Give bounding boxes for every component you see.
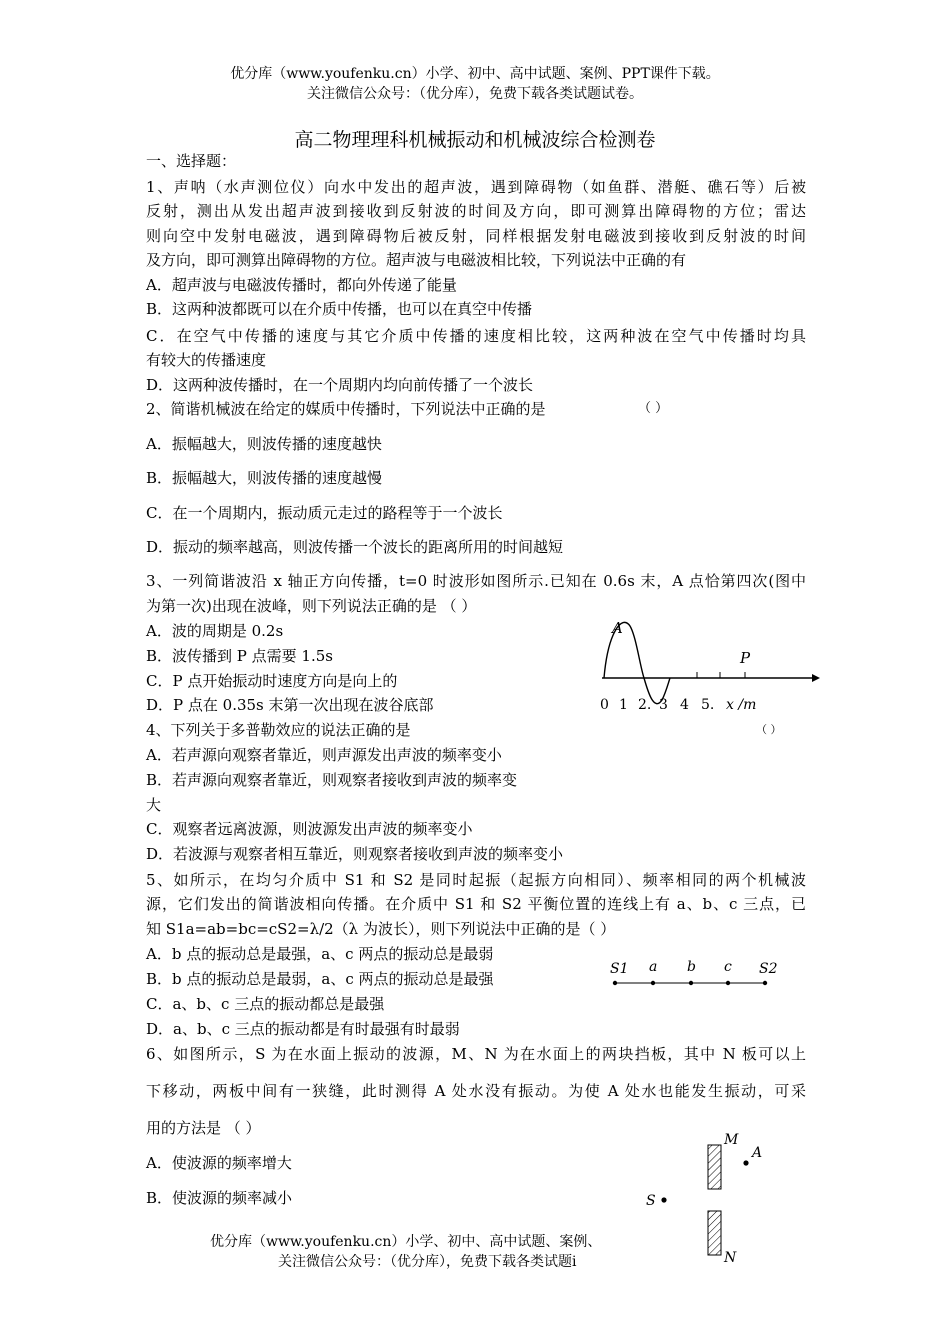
q4-option-b-line-2: 大 xyxy=(146,796,162,814)
barrier-n xyxy=(708,1211,721,1255)
q4-answer-paren: （ ） xyxy=(756,723,782,736)
q6-option-b: B．使波源的频率减小 xyxy=(146,1189,293,1207)
tick-label-0: 0 xyxy=(600,697,609,713)
q5-option-b: B．b 点的振动总是最弱，a、c 两点的振动总是最强 xyxy=(146,970,494,988)
barrier-m xyxy=(708,1145,721,1189)
q4-option-b-line-1: B．若声源向观察者靠近，则观察者接收到声波的频率变 xyxy=(146,771,518,789)
tick-label-3: 3 xyxy=(659,697,668,713)
q4-option-d: D．若波源与观察者相互靠近，则观察者接收到声波的频率变小 xyxy=(146,845,564,863)
label-a: A xyxy=(752,1145,763,1161)
q2-stem: 2、简谐机械波在给定的媒质中传播时，下列说法中正确的是 xyxy=(146,400,546,418)
q6-stem-line-1: 6、如图所示，S 为在水面上振动的波源，M、N 为在水面上的两块挡板，其中 N 板可以上 xyxy=(146,1045,806,1063)
x-axis-label: x /m xyxy=(726,697,757,713)
q2-option-a: A．振幅越大，则波传播的速度越快 xyxy=(146,435,382,453)
q1-stem-line-4: 及方向，即可测算出障碍物的方位。超声波与电磁波相比较，下列说法中正确的有 xyxy=(146,251,687,269)
q6-barrier-figure xyxy=(640,1125,780,1275)
q5-stem-line-3: 知 S1a=ab=bc=cS2=λ/2（λ 为波长），则下列说法中正确的是（ ） xyxy=(146,920,616,938)
q2-option-b: B．振幅越大，则波传播的速度越慢 xyxy=(146,469,383,487)
tick-label-4: 4 xyxy=(680,697,689,713)
q2-answer-paren: （ ） xyxy=(638,401,669,416)
point-b xyxy=(689,981,693,985)
point-a xyxy=(651,981,655,985)
point-a-dot xyxy=(743,1160,748,1165)
label-a: a xyxy=(649,959,658,975)
point-s1 xyxy=(613,981,617,985)
footer-line-2: 关注微信公众号：（优分库），免费下载各类试题i xyxy=(278,1254,577,1270)
point-c xyxy=(726,981,730,985)
point-s2 xyxy=(763,981,767,985)
q3-wave-figure xyxy=(590,612,830,722)
source-s-dot xyxy=(661,1197,666,1202)
q5-stem-line-1: 5、如所示，在均匀介质中 S1 和 S2 是同时起振（起振方向相同）、频率相同的两个机械波 xyxy=(146,871,806,889)
q2-option-d: D．振动的频率越高，则波传播一个波长的距离所用的时间越短 xyxy=(146,538,564,556)
label-c: c xyxy=(724,959,732,975)
q1-option-a: A．超声波与电磁波传播时，都向外传递了能量 xyxy=(146,276,457,294)
q3-stem-line-1: 3、一列简谐波沿 x 轴正方向传播，t=0 时波形如图所示.已知在 0.6s 末，A 点恰第四次(图中 xyxy=(146,572,806,590)
label-s: S xyxy=(646,1193,656,1209)
label-m: M xyxy=(724,1132,739,1148)
label-s2: S2 xyxy=(759,961,778,977)
header-line-1: 优分库（www.youfenku.cn）小学、初中、高中试题、案例、PPT课件下载。 xyxy=(230,66,720,82)
tick-label-5: 5. xyxy=(701,697,715,713)
x-axis-arrow xyxy=(812,674,820,682)
q1-option-c-line-1: C．在空气中传播的速度与其它介质中传播的速度相比较，这两种波在空气中传播时均具 xyxy=(146,327,806,345)
q1-stem-line-1: 1、声呐（水声测位仪）向水中发出的超声波，遇到障碍物（如鱼群、潜艇、礁石等）后被 xyxy=(146,178,806,196)
q5-stem-line-2: 源，它们发出的简谐波相向传播。在介质中 S1 和 S2 平衡位置的连线上有 a、b、c 三点，已 xyxy=(146,895,806,913)
q4-stem: 4、下列关于多普勒效应的说法正确的是 xyxy=(146,721,411,739)
q6-stem-line-3: 用的方法是 （ ） xyxy=(146,1119,261,1137)
q1-stem-line-2: 反射，测出从发出超声波到接收到反射波的时间及方向，即可测算出障碍物的方位；雷达 xyxy=(146,202,806,220)
q4-option-a: A．若声源向观察者靠近，则声源发出声波的频率变小 xyxy=(146,746,502,764)
q5-option-d: D．a、b、c 三点的振动都是有时最强有时最弱 xyxy=(146,1020,460,1038)
q5-option-a: A．b 点的振动总是最强，a、c 两点的振动总是最弱 xyxy=(146,945,494,963)
q3-option-d: D．P 点在 0.35s 末第一次出现在波谷底部 xyxy=(146,696,434,714)
tick-label-2: 2. xyxy=(638,697,652,713)
q6-option-a: A．使波源的频率增大 xyxy=(146,1154,292,1172)
q1-option-c-line-2: 有较大的传播速度 xyxy=(146,351,267,369)
page-title: 高二物理理科机械振动和机械波综合检测卷 xyxy=(294,129,656,151)
point-a-label: A xyxy=(612,619,623,637)
q3-option-b: B．波传播到 P 点需要 1.5s xyxy=(146,647,333,665)
q2-option-c: C．在一个周期内，振动质元走过的路程等于一个波长 xyxy=(146,504,503,522)
q1-option-d: D．这两种波传播时，在一个周期内均向前传播了一个波长 xyxy=(146,376,534,394)
header-line-2: 关注微信公众号：（优分库），免费下载各类试题试卷。 xyxy=(307,86,643,102)
q3-stem-line-2: 为第一次)出现在波峰，则下列说法正确的是 （ ） xyxy=(146,597,477,615)
q3-option-c: C．P 点开始振动时速度方向是向上的 xyxy=(146,672,398,690)
q5-sources-figure xyxy=(605,952,785,997)
q3-option-a: A．波的周期是 0.2s xyxy=(146,622,284,640)
q1-stem-line-3: 则向空中发射电磁波，遇到障碍物后被反射，同样根据发射电磁波到接收到反射波的时间 xyxy=(146,227,806,245)
q4-option-c: C．观察者远离波源，则波源发出声波的频率变小 xyxy=(146,820,473,838)
section-heading: 一、选择题： xyxy=(146,152,237,170)
q1-option-b: B．这两种波都既可以在介质中传播，也可以在真空中传播 xyxy=(146,300,533,318)
footer-line-1: 优分库（www.youfenku.cn）小学、初中、高中试题、案例、 xyxy=(210,1234,602,1250)
tick-label-1: 1 xyxy=(619,697,628,713)
q5-option-c: C．a、b、c 三点的振动都总是最强 xyxy=(146,995,385,1013)
point-p-label: P xyxy=(740,649,751,667)
label-n: N xyxy=(724,1250,737,1266)
label-s1: S1 xyxy=(610,961,629,977)
label-b: b xyxy=(687,959,696,975)
q6-stem-line-2: 下移动，两板中间有一狭缝，此时测得 A 处水没有振动。为使 A 处水也能发生振动，可采 xyxy=(146,1082,806,1100)
